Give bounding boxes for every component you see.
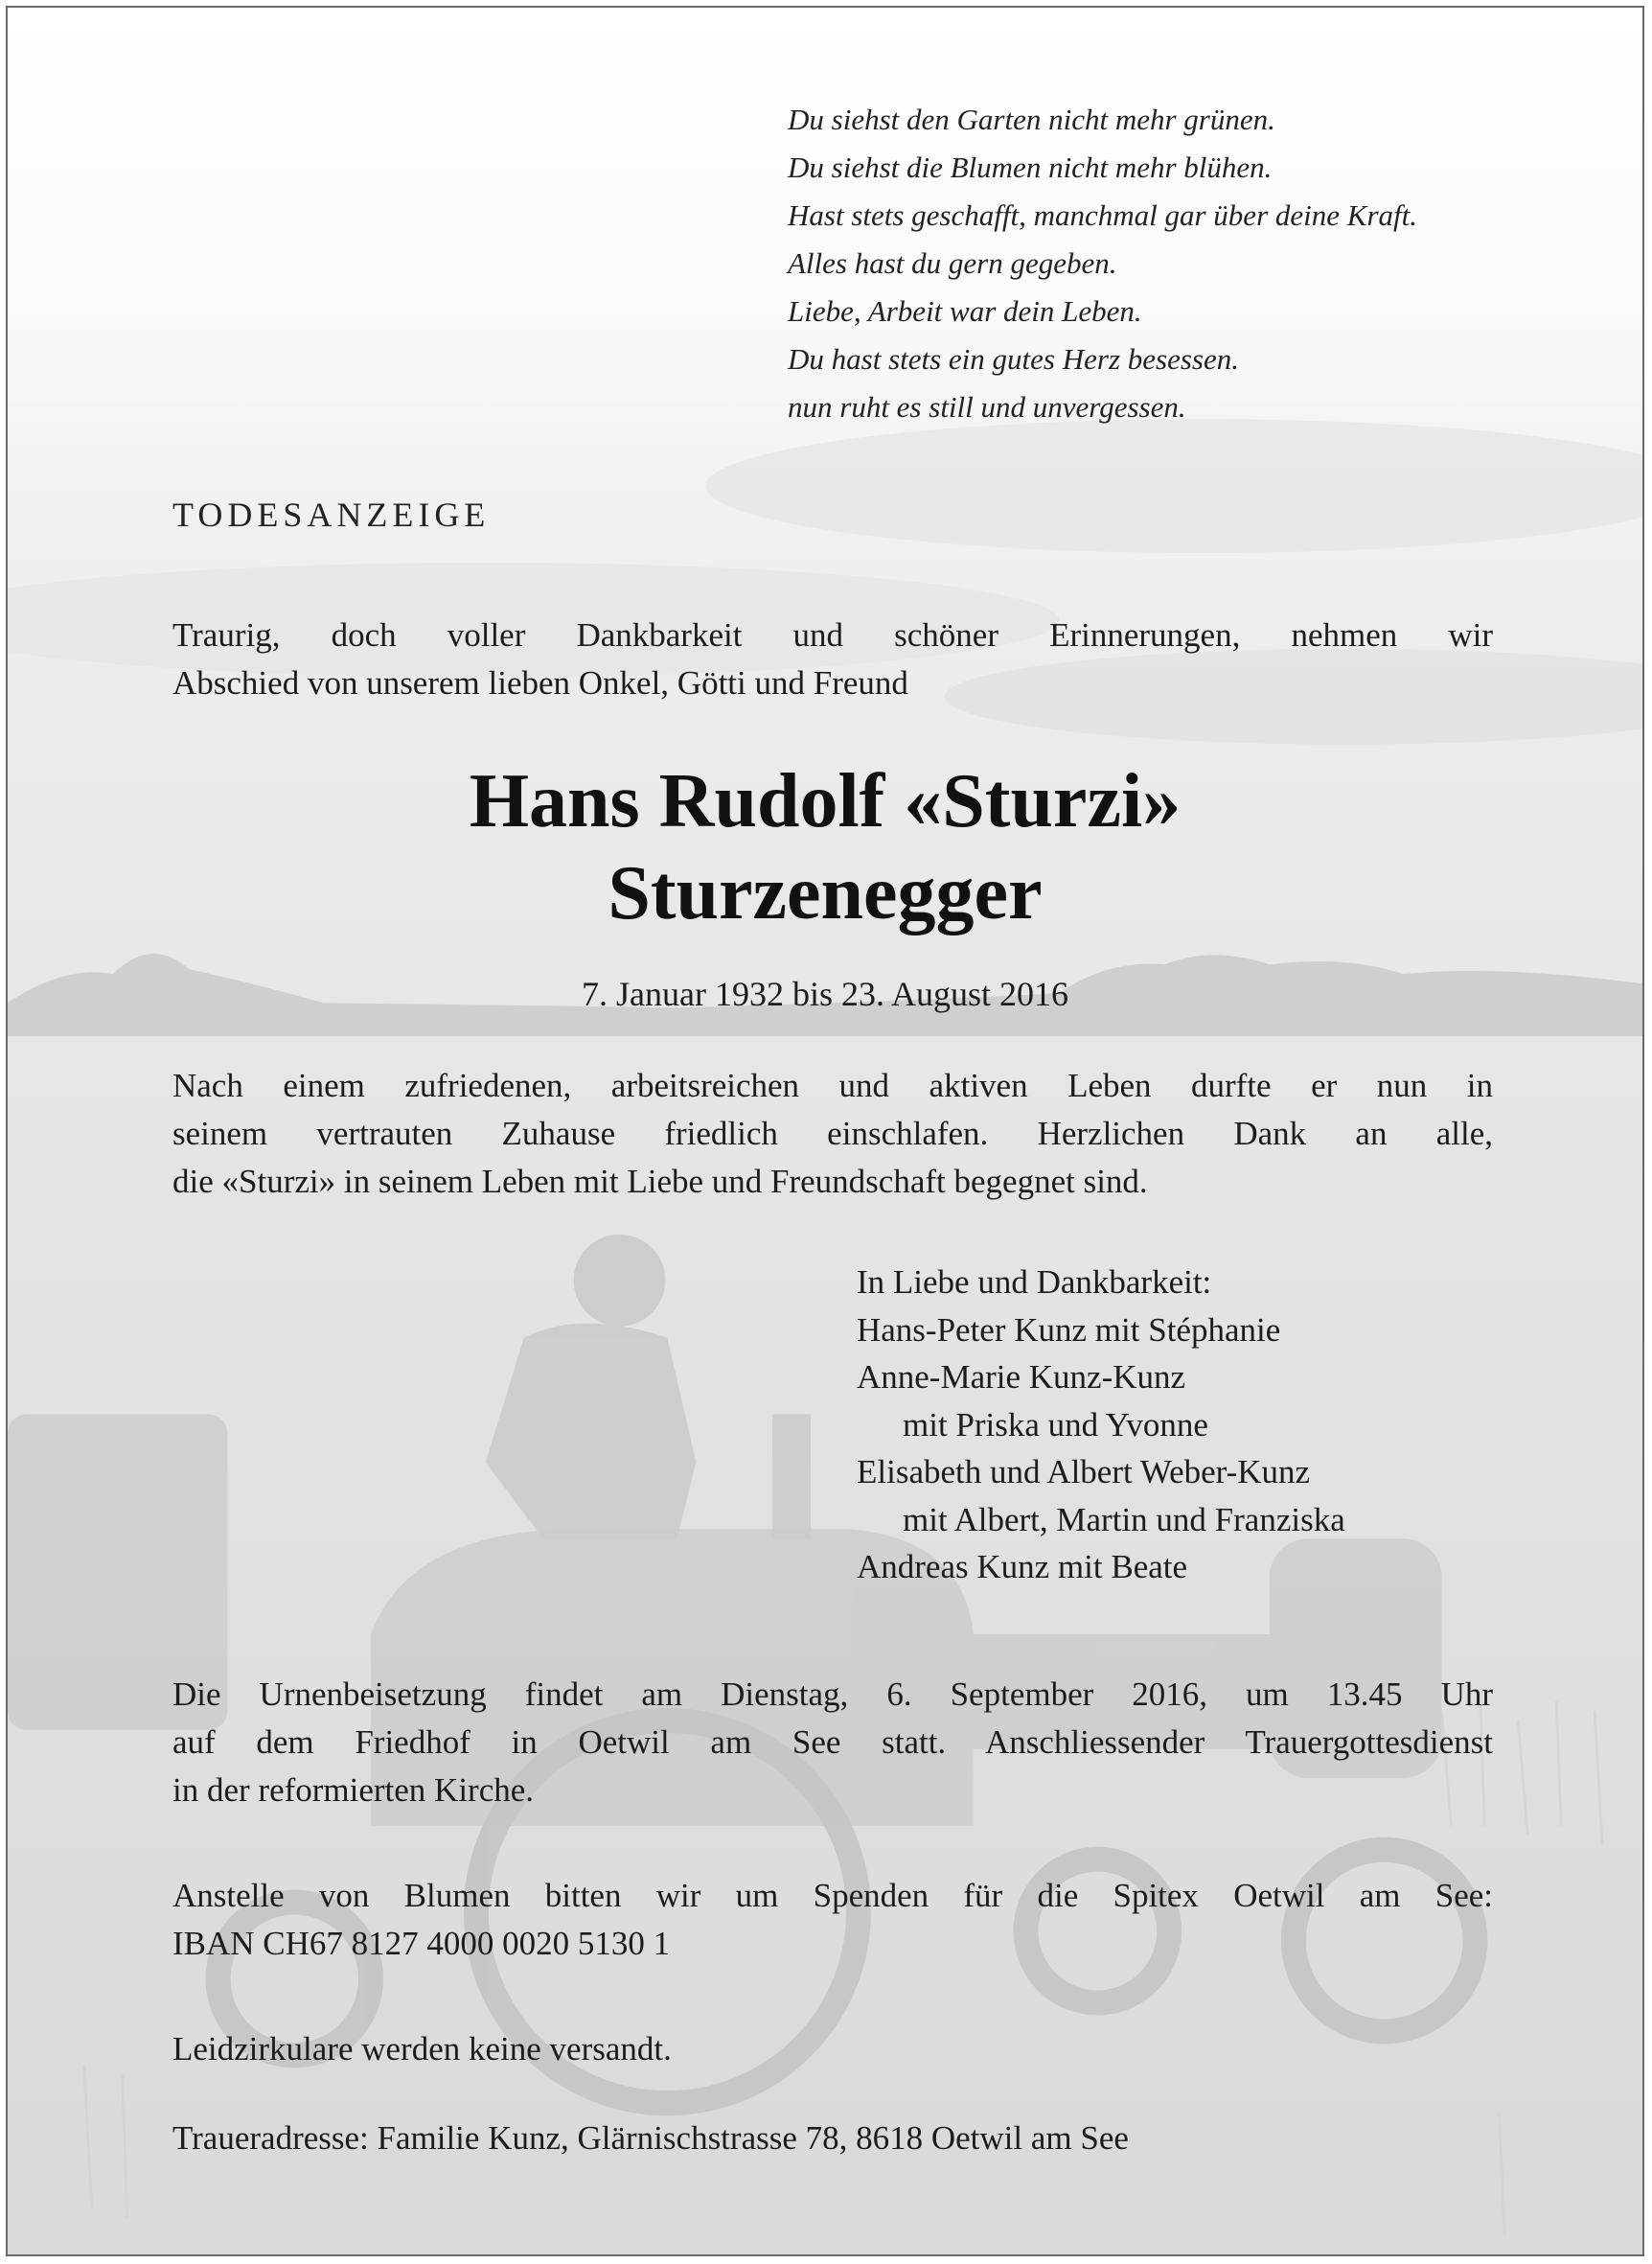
message-line: die «Sturzi» in seinem Leben mit Liebe und Freundschaft begegnet sind. (172, 1163, 1148, 1200)
poem-line: Alles hast du gern gegeben. (788, 246, 1117, 280)
circular-note: Leidzirkulare werden keine versandt. (172, 2030, 672, 2068)
donation-line: Anstelle von Blumen bitten wir um Spenden für die Spitex Oetwil am See: (172, 1877, 1493, 1914)
intro-paragraph (172, 612, 1493, 707)
message-line: Nach einem zufriedenen, arbeitsreichen und aktiven Leben durfte er nun in (172, 1067, 1493, 1104)
poem-line: Du siehst den Garten nicht mehr grünen. (788, 103, 1275, 136)
poem-line: Liebe, Arbeit war dein Leben. (788, 294, 1142, 328)
burial-line: in der reformierten Kirche. (172, 1771, 535, 1809)
poem-line: Du hast stets ein gutes Herz besessen. (788, 342, 1239, 376)
notice-heading: TODESANZEIGE (172, 496, 491, 534)
deceased-name-line: Sturzenegger (608, 851, 1043, 936)
intro-line: Abschied von unserem lieben Onkel, Götti und Freund (172, 664, 908, 702)
message-line: seinem vertrauten Zuhause friedlich einschlafen. Herzlichen Dank an alle, (172, 1115, 1493, 1152)
deceased-name (8, 755, 1642, 939)
poem-line: nun ruht es still und unvergessen. (788, 390, 1186, 424)
burial-line: Die Urnenbeisetzung findet am Dienstag, 6. September 2016, um 13.45 Uhr (172, 1675, 1493, 1713)
family-member: mit Albert, Martin und Franziska (903, 1500, 1345, 1538)
family-member: Elisabeth und Albert Weber-Kunz (857, 1453, 1311, 1490)
mourning-address: Traueradresse: Familie Kunz, Glärnischstrasse 78, 8618 Oetwil am See (172, 2119, 1129, 2157)
donation-paragraph (172, 1872, 1493, 1968)
life-dates: 7. Januar 1932 bis 23. August 2016 (582, 975, 1068, 1013)
memorial-poem (788, 96, 1417, 431)
donation-iban: IBAN CH67 8127 4000 0020 5130 1 (172, 1925, 671, 1962)
family-list (857, 1259, 1345, 1591)
family-member: Hans-Peter Kunz mit Stéphanie (857, 1310, 1281, 1349)
message-paragraph (172, 1062, 1493, 1206)
family-member: mit Priska und Yvonne (903, 1405, 1208, 1444)
family-intro: In Liebe und Dankbarkeit: (857, 1263, 1212, 1301)
obituary-card (6, 6, 1644, 2256)
burial-line: auf dem Friedhof in Oetwil am See statt. Anschliessender Trauergottesdienst (172, 1723, 1493, 1761)
intro-line: Traurig, doch voller Dankbarkeit und schöner Erinnerungen, nehmen wir (172, 616, 1493, 654)
poem-line: Hast stets geschafft, manchmal gar über deine Kraft. (788, 198, 1417, 232)
family-member: Andreas Kunz mit Beate (857, 1548, 1188, 1585)
deceased-name-line: Hans Rudolf «Sturzi» (469, 759, 1182, 843)
poem-line: Du siehst die Blumen nicht mehr blühen. (788, 150, 1273, 184)
family-member: Anne-Marie Kunz-Kunz (857, 1358, 1186, 1396)
burial-paragraph (172, 1671, 1493, 1814)
